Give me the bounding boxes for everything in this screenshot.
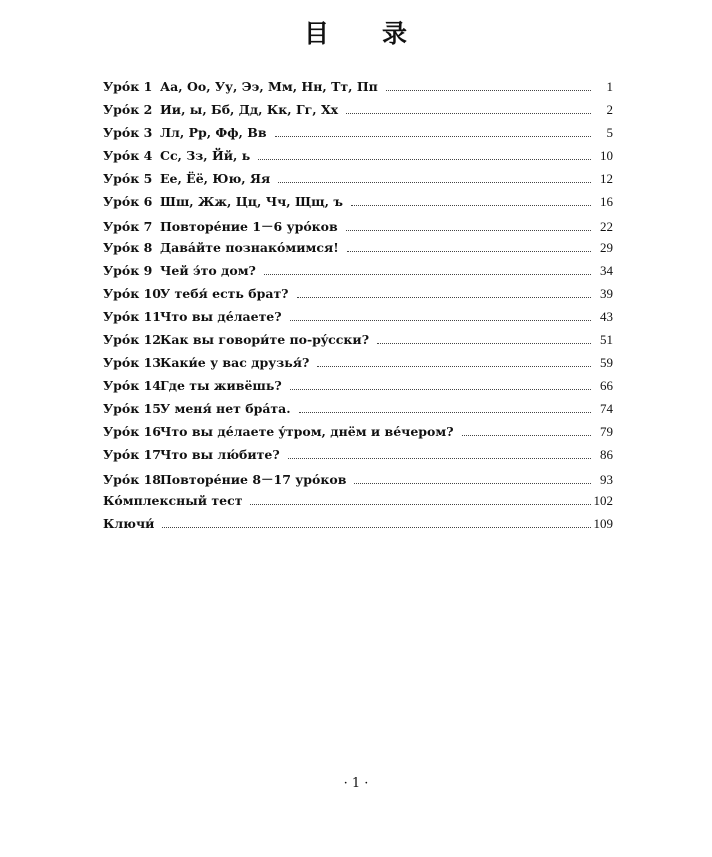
- lesson-label: Урóк 5: [103, 171, 153, 186]
- entry-page-number: 2: [606, 102, 613, 117]
- dot-leader: [162, 526, 591, 528]
- entry-title: Кóмплексный тест: [103, 493, 243, 508]
- lesson-label: Урóк 9: [103, 263, 153, 278]
- table-of-contents: [103, 79, 613, 539]
- lesson-label: Урóк 3: [103, 125, 153, 140]
- entry-page-number: 109: [593, 516, 613, 531]
- lesson-label: Урóк 8: [103, 240, 153, 255]
- entry-page-number: 43: [600, 309, 613, 324]
- toc-entry[interactable]: [103, 148, 613, 171]
- entry-page-number: 39: [600, 286, 613, 301]
- dot-leader: [288, 457, 591, 459]
- entry-page-number: 93: [600, 472, 613, 487]
- dot-leader: [346, 112, 591, 114]
- dot-leader: [290, 388, 591, 390]
- entry-title: Лл, Рр, Фф, Вв: [160, 125, 267, 140]
- dot-leader: [377, 342, 591, 344]
- dot-leader: [250, 503, 591, 505]
- toc-entry[interactable]: [103, 401, 613, 424]
- entry-page-number: 102: [593, 493, 613, 508]
- entry-title: У меня́ нет брáта.: [160, 401, 291, 416]
- entry-page-number: 74: [600, 401, 613, 416]
- lesson-label: Урóк 11: [103, 309, 161, 324]
- entry-page-number: 29: [600, 240, 613, 255]
- toc-entry[interactable]: [103, 447, 613, 470]
- toc-entry[interactable]: [103, 355, 613, 378]
- entry-page-number: 79: [600, 424, 613, 439]
- toc-entry[interactable]: [103, 424, 613, 447]
- page-number: · 1 ·: [343, 776, 369, 791]
- toc-entry[interactable]: [103, 263, 613, 286]
- toc-entry[interactable]: [103, 378, 613, 401]
- dot-leader: [354, 482, 591, 484]
- dot-leader: [462, 434, 591, 436]
- toc-entry[interactable]: [103, 332, 613, 355]
- toc-entry[interactable]: [103, 125, 613, 148]
- toc-entry[interactable]: [103, 493, 613, 516]
- dot-leader: [347, 250, 591, 252]
- lesson-label: Урóк 2: [103, 102, 153, 117]
- toc-entry[interactable]: [103, 194, 613, 217]
- entry-title: Что вы дéлаете ýтром, днём и вéчером?: [160, 424, 454, 439]
- lesson-label: Урóк 13: [103, 355, 161, 370]
- lesson-label: Урóк 16: [103, 424, 161, 439]
- toc-entry[interactable]: [103, 470, 613, 493]
- toc-entry[interactable]: [103, 102, 613, 125]
- lesson-label: Урóк 12: [103, 332, 161, 347]
- entry-title: Повторéние 8－17 урóков: [160, 472, 347, 487]
- dot-leader: [290, 319, 591, 321]
- lesson-label: Урóк 15: [103, 401, 161, 416]
- entry-title: Аа, Оо, Уу, Ээ, Мм, Нн, Тт, Пп: [160, 79, 378, 94]
- entry-page-number: 59: [600, 355, 613, 370]
- dot-leader: [386, 89, 591, 91]
- entry-title: Ключи́: [103, 516, 155, 531]
- entry-page-number: 1: [606, 79, 613, 94]
- toc-entry[interactable]: [103, 309, 613, 332]
- lesson-label: Урóк 1: [103, 79, 153, 94]
- title-char-1: 目: [303, 19, 330, 48]
- entry-page-number: 86: [600, 447, 613, 462]
- dot-leader: [275, 135, 591, 137]
- entry-page-number: 12: [600, 171, 613, 186]
- entry-title: Как вы говори́те по-рýсски?: [160, 332, 370, 347]
- entry-page-number: 34: [600, 263, 613, 278]
- entry-title: Что вы дéлаете?: [160, 309, 282, 324]
- title-char-2: 录: [382, 19, 409, 48]
- lesson-label: Урóк 6: [103, 194, 153, 209]
- page-title: [0, 14, 712, 50]
- entry-title: Повторéние 1－6 урóков: [160, 219, 338, 234]
- entry-page-number: 10: [600, 148, 613, 163]
- lesson-label: Урóк 14: [103, 378, 161, 393]
- lesson-label: Урóк 4: [103, 148, 153, 163]
- entry-title: Шш, Жж, Цц, Чч, Щщ, ъ: [160, 194, 343, 209]
- lesson-label: Урóк 18: [103, 472, 161, 487]
- entry-page-number: 22: [600, 219, 613, 234]
- dot-leader: [264, 273, 591, 275]
- dot-leader: [297, 296, 591, 298]
- dot-leader: [299, 411, 591, 413]
- entry-page-number: 16: [600, 194, 613, 209]
- entry-page-number: 5: [606, 125, 613, 140]
- entry-title: Чей э́то дом?: [160, 263, 256, 278]
- lesson-label: Урóк 10: [103, 286, 161, 301]
- entry-title: Где ты живёшь?: [160, 378, 282, 393]
- lesson-label: Урóк 7: [103, 219, 153, 234]
- entry-title: Каки́е у вас друзья́?: [160, 355, 310, 370]
- toc-entry[interactable]: [103, 286, 613, 309]
- dot-leader: [351, 204, 591, 206]
- dot-leader: [317, 365, 591, 367]
- dot-leader: [278, 181, 591, 183]
- toc-entry[interactable]: [103, 79, 613, 102]
- entry-page-number: 66: [600, 378, 613, 393]
- dot-leader: [346, 229, 591, 231]
- toc-entry[interactable]: [103, 516, 613, 539]
- entry-title: Что вы лю́бите?: [160, 447, 280, 462]
- lesson-label: Урóк 17: [103, 447, 161, 462]
- entry-title: Ии, ы, Бб, Дд, Кк, Гг, Хх: [160, 102, 339, 117]
- toc-entry[interactable]: [103, 240, 613, 263]
- entry-page-number: 51: [600, 332, 613, 347]
- entry-title: Сс, Зз, Йй, ь: [160, 148, 251, 163]
- entry-title: Давáйте познакóмимся!: [160, 240, 339, 255]
- entry-title: Ее, Ёё, Юю, Яя: [160, 171, 271, 186]
- entry-title: У тебя́ есть брат?: [160, 286, 289, 301]
- dot-leader: [258, 158, 591, 160]
- toc-entry[interactable]: [103, 171, 613, 194]
- toc-entry[interactable]: [103, 217, 613, 240]
